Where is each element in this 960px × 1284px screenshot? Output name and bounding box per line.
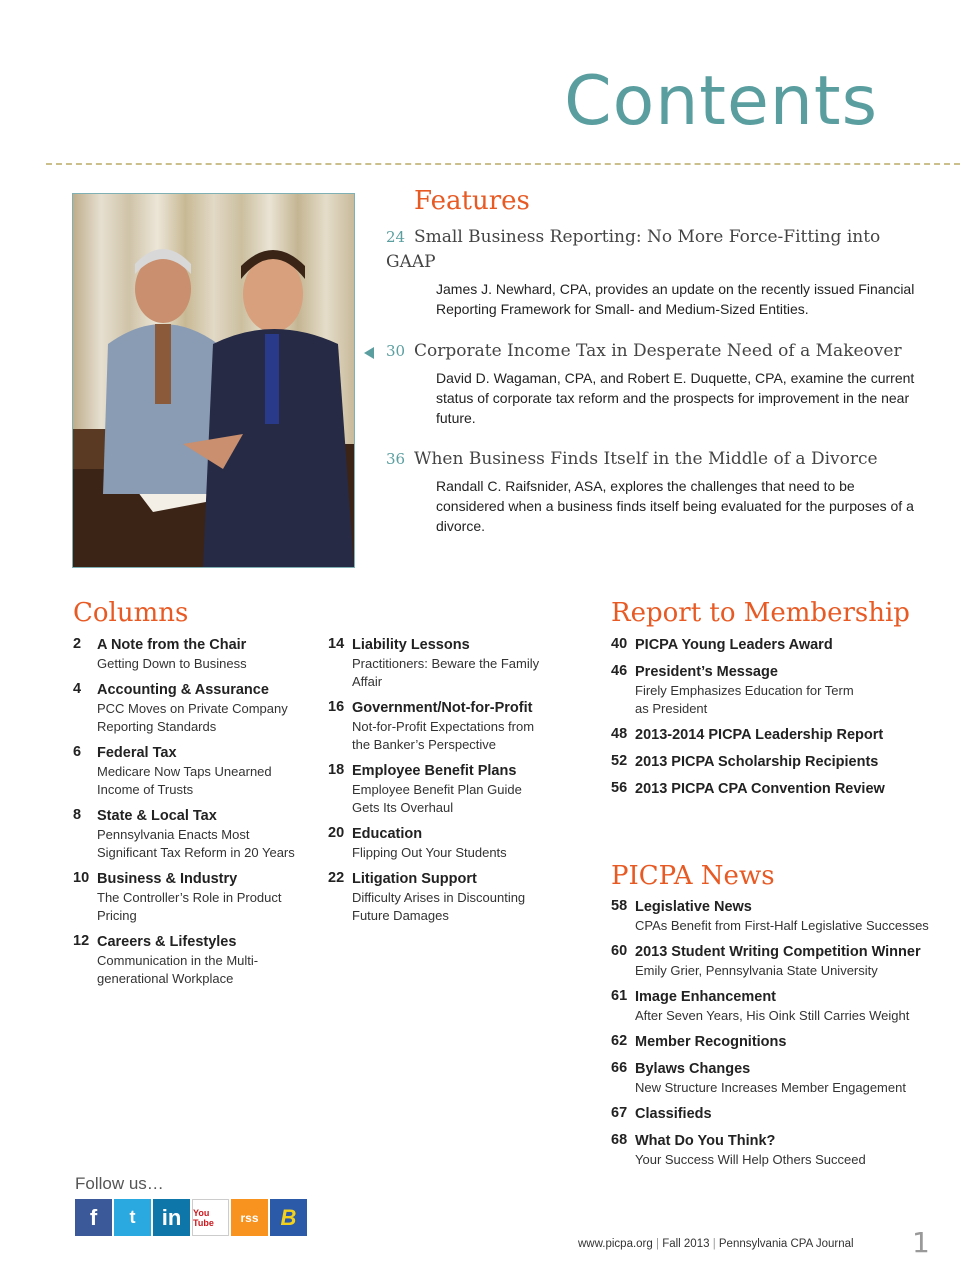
item-page-number: 48 bbox=[611, 726, 628, 742]
feature-page-number: 36 bbox=[386, 450, 406, 468]
item-page-number: 14 bbox=[328, 636, 345, 652]
item-title: 2013 PICPA CPA Convention Review bbox=[635, 781, 885, 797]
item-page-number: 62 bbox=[611, 1033, 628, 1049]
columns-list-left bbox=[73, 636, 303, 996]
feature-page-number: 30 bbox=[386, 342, 406, 360]
list-item[interactable] bbox=[73, 636, 303, 673]
list-item[interactable] bbox=[328, 870, 548, 925]
cover-photo bbox=[72, 193, 355, 568]
item-title: A Note from the Chair bbox=[97, 637, 247, 653]
footer-journal: Pennsylvania CPA Journal bbox=[718, 1238, 854, 1250]
item-page-number: 52 bbox=[611, 753, 628, 769]
item-page-number: 56 bbox=[611, 780, 628, 796]
item-title: Business & Industry bbox=[97, 871, 238, 887]
item-subtitle: The Controller’s Role in Product Pricing bbox=[97, 890, 282, 923]
item-page-number: 12 bbox=[73, 933, 90, 949]
social-icons bbox=[75, 1199, 307, 1236]
footer-issue: Fall 2013 bbox=[662, 1238, 710, 1250]
item-page-number: 18 bbox=[328, 762, 345, 778]
columns-list-right bbox=[328, 636, 548, 933]
feature-title: When Business Finds Itself in the Middle of a Divorce bbox=[414, 449, 878, 469]
item-title: Classifieds bbox=[635, 1106, 712, 1122]
columns-heading: Columns bbox=[73, 598, 189, 628]
list-item[interactable] bbox=[328, 825, 548, 862]
list-item[interactable] bbox=[611, 1132, 931, 1169]
item-subtitle: After Seven Years, His Oink Still Carries Weight bbox=[635, 1008, 910, 1023]
item-subtitle: Practitioners: Beware the Family Affair bbox=[352, 656, 540, 689]
item-title: Image Enhancement bbox=[635, 989, 777, 1005]
feature-title: Small Business Reporting: No More Force-Fitting into GAAP bbox=[386, 227, 881, 272]
item-page-number: 58 bbox=[611, 898, 628, 914]
item-page-number: 46 bbox=[611, 663, 628, 679]
item-title: Liability Lessons bbox=[352, 637, 470, 653]
item-page-number: 68 bbox=[611, 1132, 628, 1148]
item-subtitle: Not-for-Profit Expectations from the Banker’s Perspective bbox=[352, 719, 535, 752]
item-page-number: 22 bbox=[328, 870, 345, 886]
page-title: Contents bbox=[564, 62, 878, 141]
feature-description: James J. Newhard, CPA, provides an update on the recently issued Financial Reporting Framework for Small- and Medium-Sized Entities. bbox=[436, 281, 915, 317]
item-title: Litigation Support bbox=[352, 871, 477, 887]
list-item[interactable] bbox=[611, 726, 931, 745]
list-item[interactable] bbox=[611, 943, 931, 980]
item-subtitle: Flipping Out Your Students bbox=[352, 845, 507, 860]
item-title: Bylaws Changes bbox=[635, 1061, 751, 1077]
item-subtitle: CPAs Benefit from First-Half Legislative Successes bbox=[635, 918, 929, 933]
item-title: Accounting & Assurance bbox=[97, 682, 269, 698]
item-subtitle: Difficulty Arises in Discounting Future Damages bbox=[352, 890, 526, 923]
item-title: Legislative News bbox=[635, 899, 752, 915]
list-item[interactable] bbox=[611, 1033, 931, 1052]
item-title: PICPA Young Leaders Award bbox=[635, 637, 833, 653]
facebook-icon[interactable]: f bbox=[75, 1199, 112, 1236]
item-title: Member Recognitions bbox=[635, 1034, 787, 1050]
list-item[interactable] bbox=[328, 762, 548, 817]
features-heading: Features bbox=[414, 186, 530, 216]
feature-page-number: 24 bbox=[386, 228, 406, 246]
item-page-number: 16 bbox=[328, 699, 345, 715]
item-subtitle: Medicare Now Taps Unearned Income of Trusts bbox=[97, 764, 272, 797]
list-item[interactable] bbox=[611, 636, 931, 655]
report-list bbox=[611, 636, 931, 807]
item-subtitle: Firely Emphasizes Education for Term as President bbox=[635, 683, 854, 716]
feature-description: Randall C. Raifsnider, ASA, explores the challenges that need to be considered when a business finds itself being evaluated for the purposes of a divorce. bbox=[436, 478, 914, 534]
list-item[interactable] bbox=[328, 699, 548, 754]
list-item[interactable] bbox=[73, 870, 303, 925]
page-number: 1 bbox=[912, 1226, 930, 1259]
list-item[interactable] bbox=[73, 933, 303, 988]
item-page-number: 67 bbox=[611, 1105, 628, 1121]
dashed-divider bbox=[46, 163, 960, 165]
twitter-icon[interactable]: t bbox=[114, 1199, 151, 1236]
list-item[interactable] bbox=[611, 780, 931, 799]
item-title: Education bbox=[352, 826, 423, 842]
list-item[interactable] bbox=[611, 753, 931, 772]
item-subtitle: Getting Down to Business bbox=[97, 656, 247, 671]
item-title: 2013 PICPA Scholarship Recipients bbox=[635, 754, 879, 770]
list-item[interactable] bbox=[611, 1060, 931, 1097]
list-item[interactable] bbox=[611, 988, 931, 1025]
feature-item[interactable] bbox=[386, 447, 916, 536]
item-page-number: 10 bbox=[73, 870, 90, 886]
report-heading: Report to Membership bbox=[611, 598, 910, 628]
item-title: Federal Tax bbox=[97, 745, 177, 761]
feature-item[interactable] bbox=[386, 225, 916, 319]
blog-icon[interactable]: B bbox=[270, 1199, 307, 1236]
item-title: 2013-2014 PICPA Leadership Report bbox=[635, 727, 884, 743]
photo-illustration bbox=[73, 194, 354, 567]
list-item[interactable] bbox=[73, 744, 303, 799]
footer-site-link[interactable]: www.picpa.org bbox=[578, 1238, 653, 1250]
item-subtitle: Communication in the Multi-generational Workplace bbox=[97, 953, 259, 986]
feature-item[interactable] bbox=[386, 339, 916, 428]
item-page-number: 2 bbox=[73, 636, 82, 652]
item-page-number: 60 bbox=[611, 943, 628, 959]
feature-title: Corporate Income Tax in Desperate Need of a Makeover bbox=[414, 341, 902, 361]
item-title: What Do You Think? bbox=[635, 1133, 776, 1149]
item-page-number: 6 bbox=[73, 744, 82, 760]
youtube-icon[interactable]: You Tube bbox=[192, 1199, 229, 1236]
list-item[interactable] bbox=[328, 636, 548, 691]
item-subtitle: PCC Moves on Private Company Reporting Standards bbox=[97, 701, 288, 734]
news-list bbox=[611, 898, 931, 1177]
item-page-number: 20 bbox=[328, 825, 345, 841]
item-title: Careers & Lifestyles bbox=[97, 934, 237, 950]
list-item[interactable] bbox=[611, 898, 931, 935]
item-page-number: 4 bbox=[73, 681, 82, 697]
item-subtitle: Pennsylvania Enacts Most Significant Tax Reform in 20 Years bbox=[97, 827, 295, 860]
follow-label: Follow us… bbox=[75, 1174, 164, 1193]
linkedin-icon[interactable]: in bbox=[153, 1199, 190, 1236]
feature-description: David D. Wagaman, CPA, and Robert E. Duquette, CPA, examine the current status of corporate tax reform and the prospects for improvement in the near future. bbox=[436, 370, 915, 426]
item-page-number: 8 bbox=[73, 807, 82, 823]
footer: www.picpa.org | Fall 2013 | Pennsylvania CPA Journal bbox=[578, 1238, 854, 1250]
item-page-number: 40 bbox=[611, 636, 628, 652]
item-subtitle: Emily Grier, Pennsylvania State University bbox=[635, 963, 878, 978]
item-title: 2013 Student Writing Competition Winner bbox=[635, 944, 921, 960]
list-item[interactable] bbox=[611, 1105, 931, 1124]
item-title: Government/Not-for-Profit bbox=[352, 700, 533, 716]
list-item[interactable] bbox=[611, 663, 931, 718]
item-page-number: 61 bbox=[611, 988, 628, 1004]
item-subtitle: Your Success Will Help Others Succeed bbox=[635, 1152, 866, 1167]
item-subtitle: Employee Benefit Plan Guide Gets Its Overhaul bbox=[352, 782, 522, 815]
item-title: State & Local Tax bbox=[97, 808, 217, 824]
list-item[interactable] bbox=[73, 681, 303, 736]
list-item[interactable] bbox=[73, 807, 303, 862]
rss-icon[interactable]: rss bbox=[231, 1199, 268, 1236]
pointer-arrow-icon bbox=[364, 347, 374, 359]
news-heading: PICPA News bbox=[611, 861, 775, 891]
item-page-number: 66 bbox=[611, 1060, 628, 1076]
item-subtitle: New Structure Increases Member Engagement bbox=[635, 1080, 906, 1095]
item-title: President’s Message bbox=[635, 664, 778, 680]
item-title: Employee Benefit Plans bbox=[352, 763, 517, 779]
